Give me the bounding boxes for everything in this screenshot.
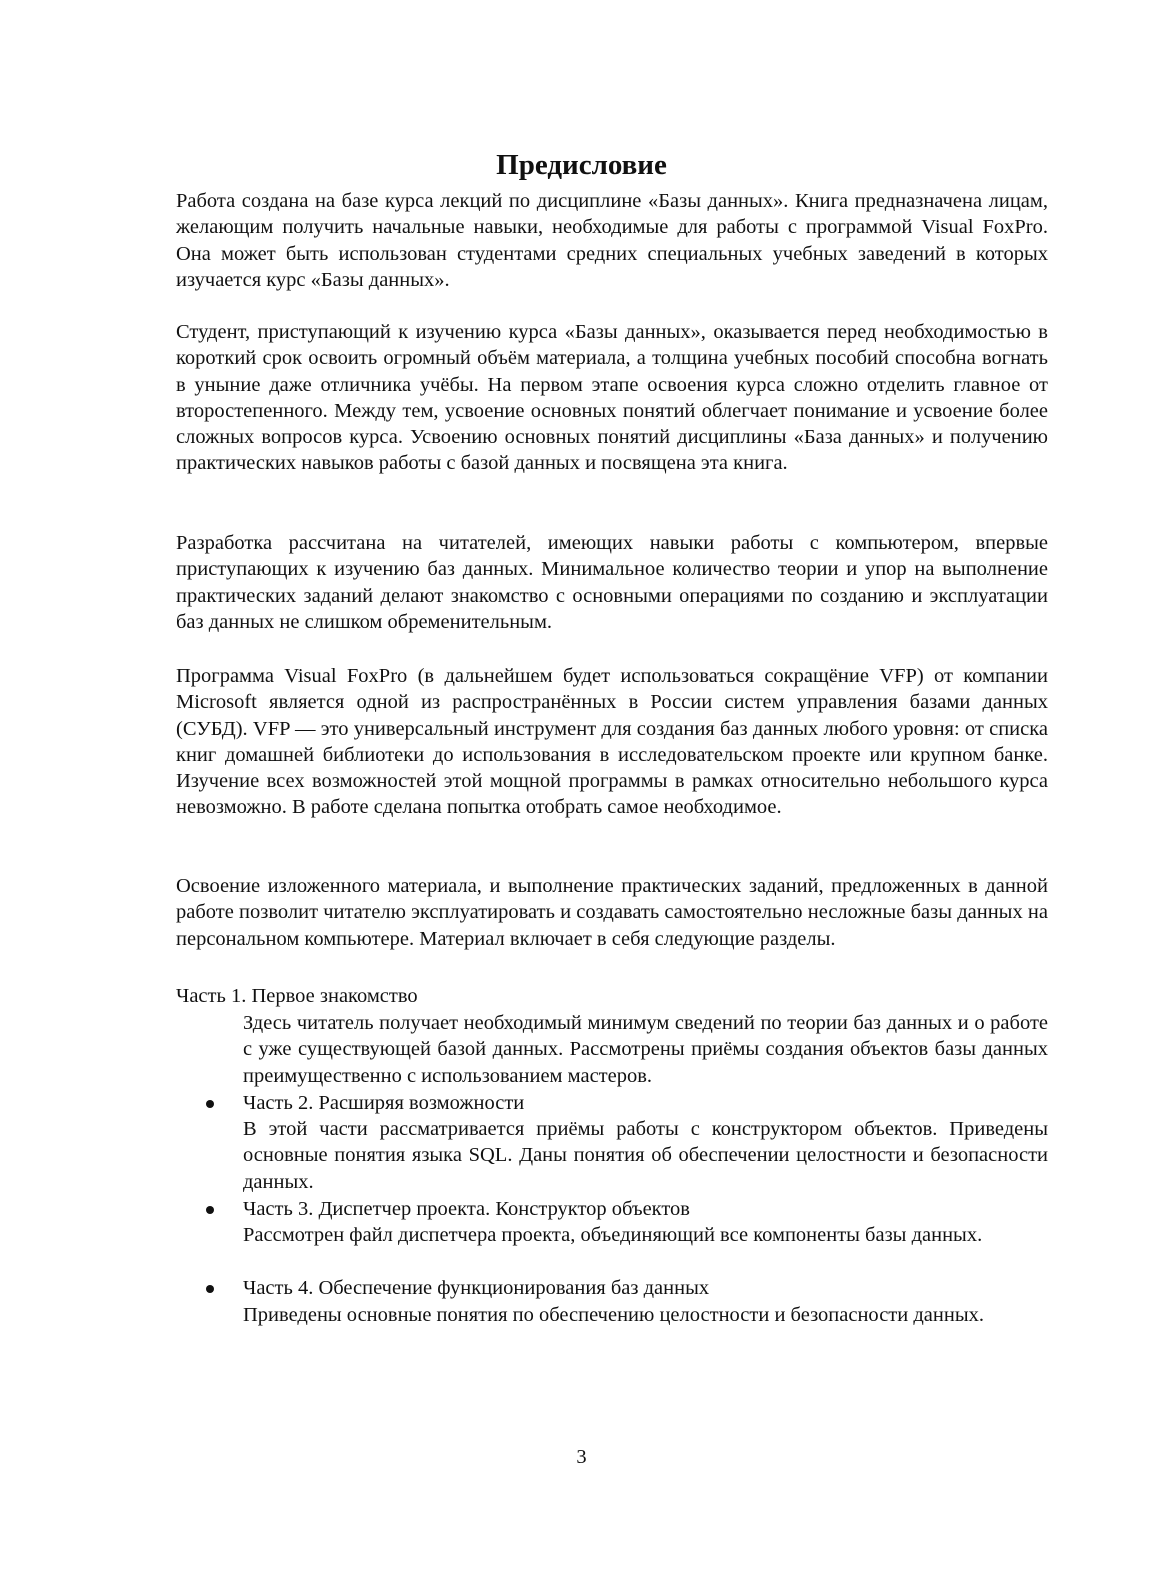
page-number: 3	[576, 1446, 587, 1468]
part-3-heading: Часть 3. Диспетчер проекта. Конструктор объектов	[243, 1198, 690, 1220]
paragraph-1: Работа создана на базе курса лекций по дисциплине «Базы данных». Книга предназначена лицам, желающим получить начальные навыки, необходимые для работы с программой Visual FoxPro. Она может быть использован студентами средних специальных учебных заведений в которых изучается курс «Базы данных».	[176, 190, 1048, 291]
paragraph-4: Программа Visual FoxPro (в дальнейшем будет использоваться сокращёние VFP) от компании Microsoft является одной из распространённых в России систем управления базами данных (СУБД). VFP — это универсальный инструмент для создания баз данных любого уровня: от списка книг домашней библиотеки до использования в исследовательском проекте или крупном банке. Изучение всех возможностей этой мощной программы в рамках относительно небольшого курса невозможно. В работе сделана попытка отобрать самое необходимое.	[176, 665, 1048, 819]
paragraph-5: Освоение изложенного материала, и выполнение практических заданий, предложенных в данной работе позволит читателю эксплуатировать и создавать самостоятельно несложные базы данных на персональном компьютере. Материал включает в себя следующие разделы.	[176, 875, 1048, 950]
bullet-icon	[206, 1100, 214, 1108]
part-1-description: Здесь читатель получает необходимый минимум сведений по теории баз данных и о работе с уже существующей базой данных. Рассмотрены приёмы создания объектов базы данных преимущественно с использованием мастеров.	[243, 1012, 1048, 1087]
bullet-icon	[206, 1206, 214, 1214]
page-title: Предисловие	[496, 149, 667, 182]
part-1-heading: Часть 1. Первое знакомство	[176, 985, 418, 1007]
part-2-heading: Часть 2. Расширяя возможности	[243, 1092, 525, 1114]
part-4-description: Приведены основные понятия по обеспечению целостности и безопасности данных.	[243, 1304, 984, 1326]
part-4-heading: Часть 4. Обеспечение функционирования баз данных	[243, 1277, 710, 1299]
part-3-description: Рассмотрен файл диспетчера проекта, объединяющий все компоненты базы данных.	[243, 1224, 983, 1246]
paragraph-2: Студент, приступающий к изучению курса «Базы данных», оказывается перед необходимостью в короткий срок освоить огромный объём материала, а толщина учебных пособий способна вогнать в уныние даже отличника учёбы. На первом этапе освоения курса сложно отделить главное от второстепенного. Между тем, усвоение основных понятий облегчает понимание и усвоение более сложных вопросов курса. Усвоению основных понятий дисциплины «База данных» и получению практических навыков работы с базой данных и посвящена эта книга.	[176, 321, 1048, 475]
part-2-description: В этой части рассматривается приёмы работы с конструктором объектов. Приведены основные понятия языка SQL. Даны понятия об обеспечении целостности и безопасности данных.	[243, 1118, 1048, 1193]
bullet-icon	[206, 1285, 214, 1293]
paragraph-3: Разработка рассчитана на читателей, имеющих навыки работы с компьютером, впервые приступающих к изучению баз данных. Минимальное количество теории и упор на выполнение практических заданий делают знакомство с основными операциями по созданию и эксплуатации баз данных не слишком обременительным.	[176, 532, 1048, 633]
